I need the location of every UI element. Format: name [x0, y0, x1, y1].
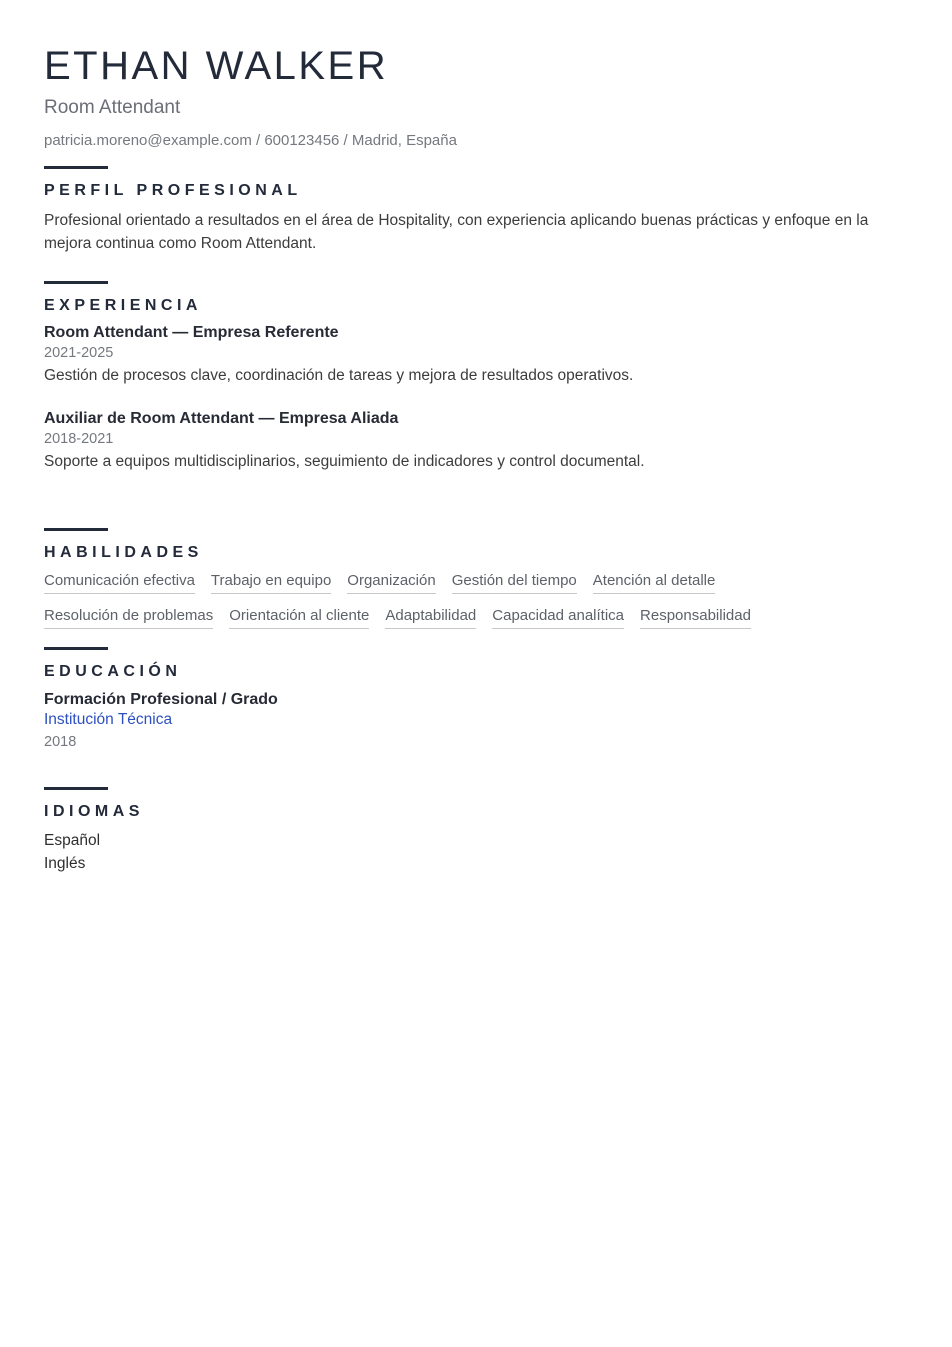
resume-header	[44, 44, 900, 149]
job-description: Soporte a equipos multidisciplinarios, seguimiento de indicadores y control documental.	[44, 453, 645, 470]
section-education	[44, 647, 900, 750]
candidate-name: ETHAN WALKER	[44, 44, 389, 88]
skill-item: Orientación al cliente	[229, 607, 369, 629]
section-divider	[44, 281, 108, 284]
section-heading-skills: HABILIDADES	[44, 544, 203, 561]
education-year: 2018	[44, 734, 77, 750]
section-profile	[44, 166, 900, 255]
skill-item: Comunicación efectiva	[44, 572, 195, 594]
section-divider	[44, 787, 108, 790]
candidate-job-title: Room Attendant	[44, 97, 181, 118]
section-experience	[44, 281, 900, 488]
section-divider	[44, 647, 108, 650]
contact-line: patricia.moreno@example.com / 600123456 / Madrid, España	[44, 132, 457, 149]
institution-link[interactable]: Institución Técnica	[44, 711, 173, 728]
skills-list	[44, 572, 900, 629]
skill-item: Trabajo en equipo	[211, 572, 331, 594]
section-heading-education: EDUCACIÓN	[44, 663, 182, 680]
section-divider	[44, 166, 108, 169]
section-divider	[44, 528, 108, 531]
language-item: Inglés	[44, 855, 86, 872]
job-entry	[44, 410, 900, 473]
skill-item: Adaptabilidad	[385, 607, 476, 629]
degree-title: Formación Profesional / Grado	[44, 691, 278, 708]
language-item: Español	[44, 832, 101, 849]
skill-item: Resolución de problemas	[44, 607, 213, 629]
section-heading-profile: PERFIL PROFESIONAL	[44, 182, 302, 199]
skill-item: Responsabilidad	[640, 607, 751, 629]
profile-text: Profesional orientado a resultados en el área de Hospitality, con experiencia aplicando buenas prácticas y enfoque en la mejora continua como Room Attendant.	[44, 212, 869, 252]
section-heading-languages: IDIOMAS	[44, 803, 144, 820]
job-title: Auxiliar de Room Attendant — Empresa Aliada	[44, 410, 399, 427]
section-heading-experience: EXPERIENCIA	[44, 297, 202, 314]
skill-item: Gestión del tiempo	[452, 572, 577, 594]
job-dates: 2021-2025	[44, 345, 114, 361]
job-description: Gestión de procesos clave, coordinación de tareas y mejora de resultados operativos.	[44, 367, 634, 384]
skill-item: Atención al detalle	[593, 572, 716, 594]
job-entry	[44, 324, 900, 387]
skill-item: Organización	[347, 572, 435, 594]
job-dates: 2018-2021	[44, 431, 114, 447]
section-skills	[44, 528, 900, 629]
languages-list	[44, 829, 900, 875]
job-title: Room Attendant — Empresa Referente	[44, 324, 339, 341]
section-languages	[44, 787, 900, 875]
skill-item: Capacidad analítica	[492, 607, 624, 629]
